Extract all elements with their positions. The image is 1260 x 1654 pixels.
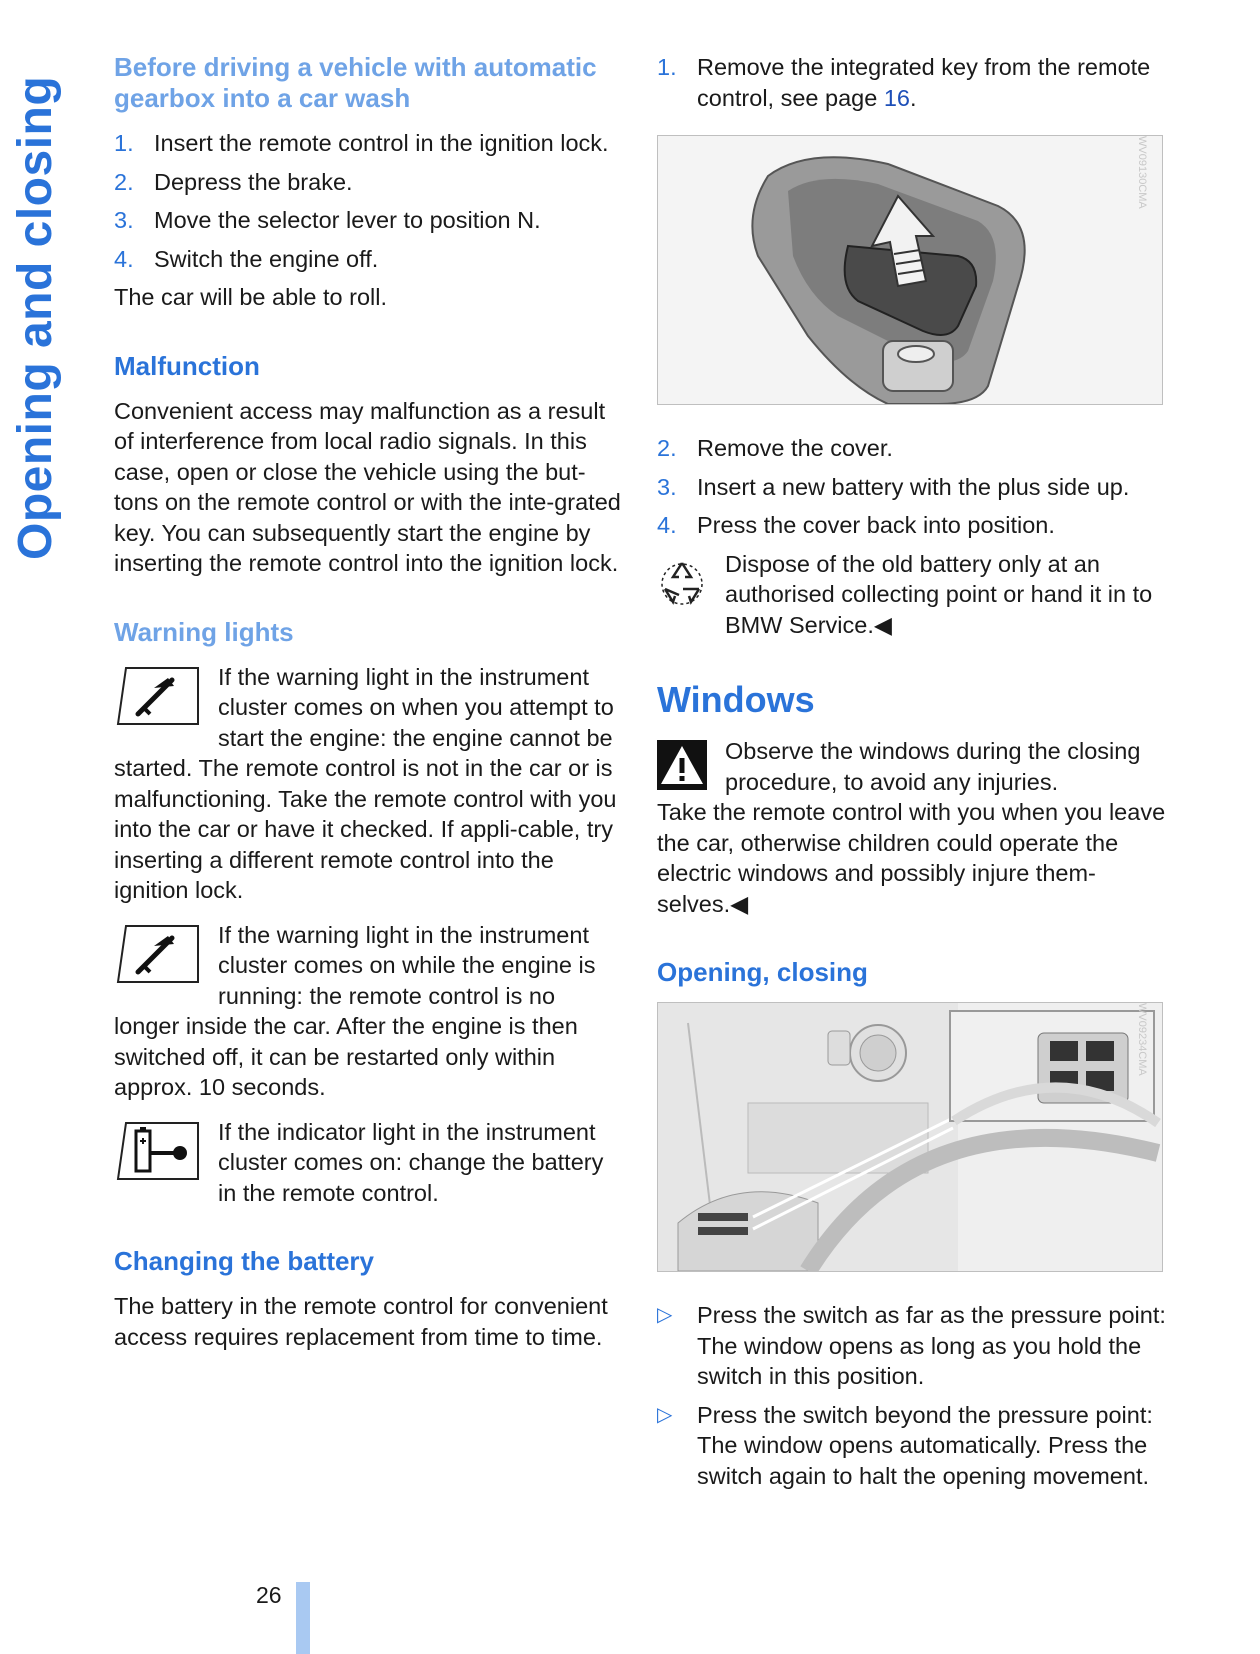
list-item: ▷ Press the switch as far as the pressure point: The window opens as long as you hold the switch in this position. — [657, 1300, 1167, 1392]
windows-heading: Windows — [657, 679, 815, 720]
figure-code: WV09130CMA — [1136, 136, 1148, 209]
end-mark: ◀ — [873, 611, 892, 638]
key-removal-step — [657, 52, 1167, 113]
windows-warning-text: Observe the windows during the closing procedure, to avoid any injuries. — [725, 738, 1141, 795]
windows-warning-continued: Take the remote control with you when you leave the car, otherwise children could operate the electric windows and possibly injure them-selves.◀ — [657, 799, 1166, 917]
page-marker-bar — [296, 1582, 310, 1654]
list-item: 4. Press the cover back into position. — [657, 512, 1055, 538]
warning-block-2 — [114, 920, 624, 1103]
end-mark: ◀ — [730, 890, 749, 917]
list-item: 1. Insert the remote control in the ignition lock. — [114, 130, 609, 156]
recycle-note-block — [657, 549, 1167, 641]
page-link[interactable]: 16 — [883, 84, 910, 111]
battery-steps — [657, 433, 1167, 541]
right-column — [657, 52, 1167, 1499]
warning-text-2: If the warning light in the instrument cluster comes on while the engine is running: the remote control is no longer inside the car. After the engine is then switched off, it can be restarted only within approx. 10 seconds. — [114, 921, 596, 1100]
key-warning-icon — [114, 924, 200, 989]
page-number: 26 — [256, 1582, 282, 1608]
left-column — [114, 52, 624, 1352]
car-wash-steps — [114, 128, 624, 274]
warning-lights-heading: Warning lights — [114, 616, 294, 647]
figure-code: WV09234CMA — [1136, 1003, 1148, 1076]
warning-block-3 — [114, 1117, 624, 1209]
window-switch-illustration — [658, 1003, 1162, 1271]
recycle-note: Dispose of the old battery only at an authorised collecting point or hand it in to BMW Service.◀ — [725, 550, 1153, 638]
car-wash-heading: Before driving a vehicle with automatic gearbox into a car wash — [114, 52, 597, 113]
warning-block-1 — [114, 662, 624, 906]
list-item: 3. Insert a new battery with the plus side up. — [657, 473, 1130, 500]
changing-battery-heading: Changing the battery — [114, 1246, 375, 1276]
list-item: ▷ Press the switch beyond the pressure point: The window opens automatically. Press the switch again to halt the opening movement. — [657, 1400, 1167, 1492]
key-warning-icon — [114, 666, 200, 731]
recycle-icon — [657, 557, 707, 612]
warning-triangle-icon — [657, 740, 707, 795]
battery-text: The battery in the remote control for convenient access requires replacement from time to time. — [114, 1293, 608, 1350]
list-item: 3. Move the selector lever to position N. — [114, 207, 541, 233]
battery-key-icon — [114, 1121, 200, 1186]
malfunction-heading: Malfunction — [114, 350, 260, 381]
side-section-title: Opening and closing — [9, 75, 62, 560]
remote-control-illustration — [658, 136, 1162, 404]
window-instructions — [657, 1300, 1167, 1491]
warning-text-3: If the indicator light in the instrument cluster comes on: change the battery in the remote control. — [218, 1118, 604, 1206]
car-wash-note: The car will be able to roll. — [114, 284, 387, 310]
list-item: 2. Remove the cover. — [657, 435, 893, 461]
warning-text-1: If the warning light in the instrument cluster comes on when you attempt to start the engine: the engine cannot be started. The remote control is not in the car or is malfunctioning. Take the remote control with you into the car or have it checked. If appli-cable, try inserting a different remote control into the ignition lock. — [114, 663, 617, 903]
list-item: 4. Switch the engine off. — [114, 245, 379, 272]
malfunction-text: Convenient access may malfunction as a result of interference from local radio signals. In this case, open or close the vehicle using the but-tons on the remote control or with the inte-grated key. You can subsequently start the engine by inserting the remote control into the ignition lock. — [114, 397, 621, 576]
bullet-triangle-icon: ▷ — [657, 1304, 673, 1326]
windows-warning-block — [657, 736, 1167, 919]
window-switch-figure — [657, 1002, 1163, 1272]
list-item: 2. Depress the brake. — [114, 168, 353, 195]
remote-control-figure — [657, 135, 1163, 405]
bullet-triangle-icon: ▷ — [657, 1403, 673, 1426]
list-item: 1. Remove the integrated key from the remote control, see page 16. — [657, 54, 1151, 111]
opening-closing-heading: Opening, closing — [657, 957, 868, 987]
